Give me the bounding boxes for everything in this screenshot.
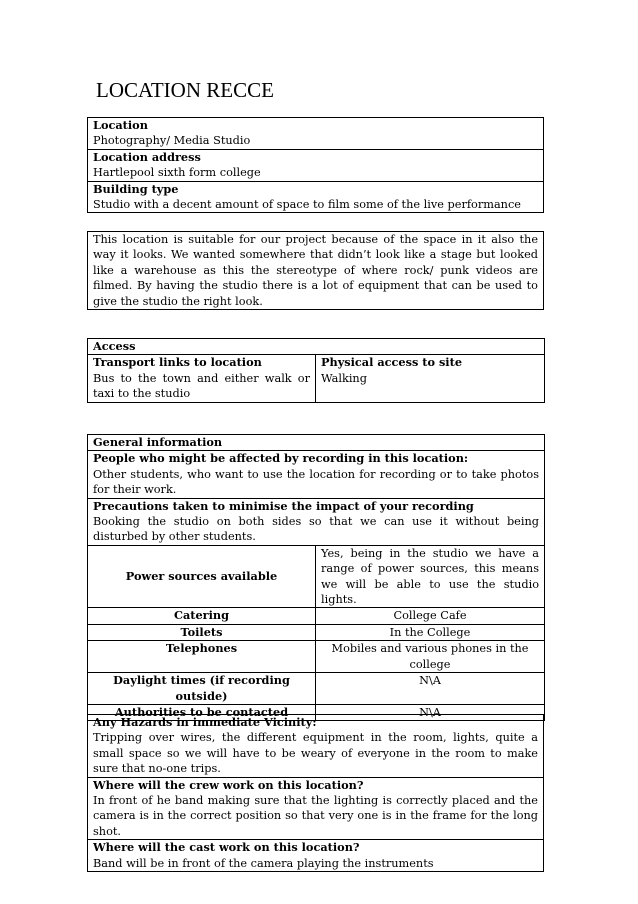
physical-access-value: Walking	[321, 371, 367, 385]
affected-cell	[88, 451, 545, 498]
info-row-value: Yes, being in the studio we have a range of power sources, this means we will be able to use the studio lights.	[316, 545, 545, 608]
suitability-cell	[88, 232, 544, 310]
precautions-cell	[88, 498, 545, 545]
cast-value: Band will be in front of the camera playing the instruments	[93, 856, 434, 870]
address-cell	[88, 149, 544, 181]
hazards-label: Any Hazards in immediate Vicinity:	[93, 715, 317, 729]
info-row-label: Power sources available	[88, 545, 316, 608]
precautions-label: Precautions taken to minimise the impact of your recording	[93, 498, 474, 513]
info-row-value: College Cafe	[316, 608, 545, 624]
address-value: Hartlepool sixth form college	[93, 166, 261, 180]
affected-label: People who might be affected by recording in this location:	[93, 451, 469, 466]
cast-cell	[88, 840, 544, 872]
info-row-value: N\A	[316, 673, 545, 705]
crew-value: In front of he band making sure that the lighting is correctly placed and the camera is in the correct position so that very one is in the frame for the long shot.	[93, 794, 538, 838]
location-table	[87, 117, 544, 213]
access-table	[87, 338, 545, 403]
building-label: Building type	[93, 181, 179, 196]
physical-access-label: Physical access to site	[321, 355, 463, 370]
physical-access-cell	[316, 355, 545, 402]
location-cell	[88, 118, 544, 150]
transport-label: Transport links to location	[93, 355, 262, 370]
info-row-label: Telephones	[88, 641, 316, 673]
info-row-label: Authorities to be contacted	[88, 704, 316, 720]
crew-cell	[88, 777, 544, 840]
location-label: Location	[93, 118, 148, 132]
info-row	[88, 641, 545, 673]
info-row-value: In the College	[316, 624, 545, 640]
info-row	[88, 624, 545, 640]
page-title: LOCATION RECCE	[96, 78, 274, 102]
hazards-value: Tripping over wires, the different equipment in the room, lights, quite a small space so we will have to be weary of everyone in the room to make sure that no-one trips.	[93, 731, 538, 776]
crew-label: Where will the crew work on this location?	[93, 777, 364, 792]
transport-value: Bus to the town and either walk or taxi to the studio	[93, 371, 310, 401]
access-heading: Access	[93, 339, 136, 353]
info-row-value: N\A	[316, 704, 545, 720]
building-cell	[88, 181, 544, 213]
hazards-cell	[88, 715, 544, 778]
suitability-text: This location is suitable for our project because of the space in it also the way it looks. We wanted somewhere that didn’t look like a stage but looked like a warehouse as this the stereotype of where rock/ punk videos are filmed. By having the studio there is a lot of equipment that can be used to give the studio the right look.	[93, 233, 538, 308]
building-value: Studio with a decent amount of space to film some of the live performance	[93, 198, 521, 212]
cast-label: Where will the cast work on this location?	[93, 840, 360, 855]
info-row-value: Mobiles and various phones in the college	[316, 641, 545, 673]
info-row	[88, 673, 545, 705]
info-row-label: Toilets	[88, 624, 316, 640]
location-value: Photography/ Media Studio	[93, 134, 251, 148]
precautions-value: Booking the studio on both sides so that we can use it without being disturbed by other students.	[93, 515, 539, 544]
general-heading: General information	[93, 435, 223, 449]
transport-cell	[88, 355, 316, 402]
hazards-table	[87, 714, 544, 872]
info-row-label: Catering	[88, 608, 316, 624]
general-info-table	[87, 434, 545, 721]
info-row	[88, 545, 545, 608]
suitability-table	[87, 231, 544, 310]
address-label: Location address	[93, 149, 201, 164]
affected-value: Other students, who want to use the location for recording or to take photos for their work.	[93, 467, 539, 497]
info-row	[88, 608, 545, 624]
access-heading-cell	[88, 339, 545, 355]
info-row-label: Daylight times (if recording outside)	[88, 673, 316, 705]
general-heading-cell	[88, 435, 545, 451]
